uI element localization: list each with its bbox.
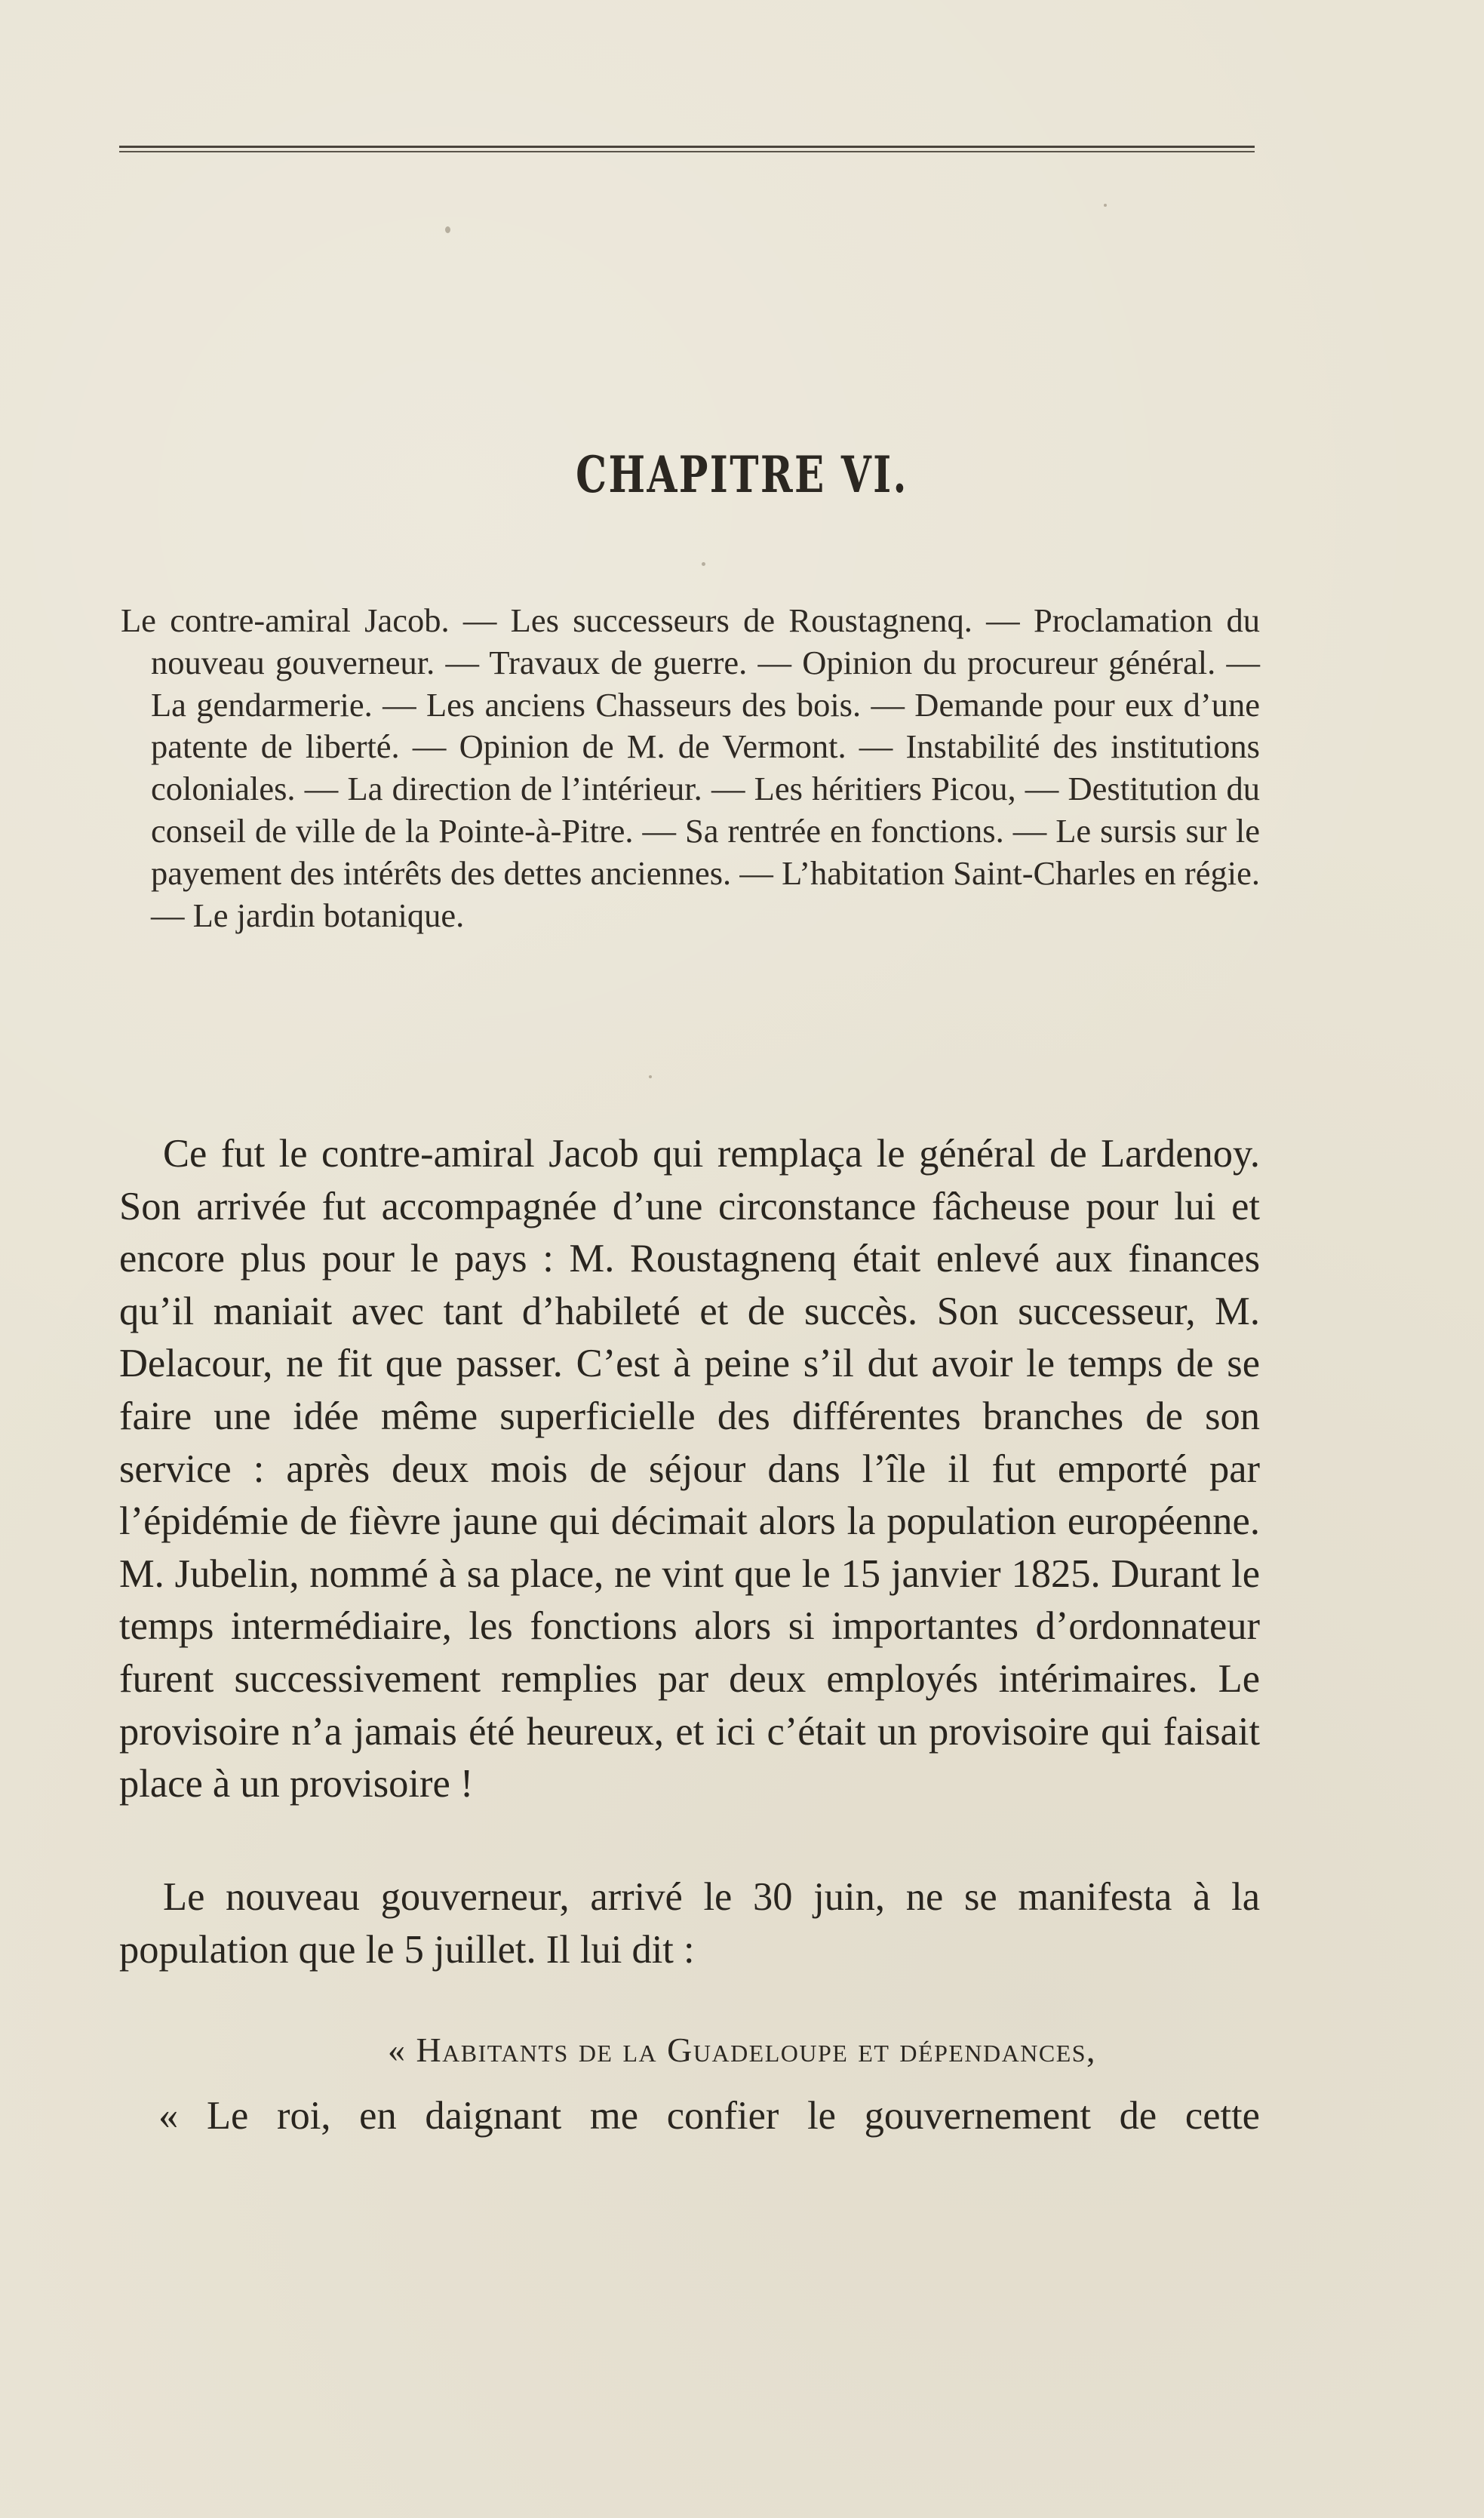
paper-speck bbox=[702, 562, 705, 566]
chapter-summary: Le contre-amiral Jacob. — Les successeurs de Roustagnenq. — Proclamation du nouveau gouverneur. — Travaux de guerre. — Opinion du procureur général. — La gendarmerie. — Les anciens Chasseurs des bois. — Demande pour eux d’une patente de liberté. — Opinion de M. de Vermont. — Instabilité des institutions coloniales. — La direction de l’intérieur. — Les héritiers Picou, — Destitution du conseil de ville de la Pointe-à-Pitre. — Sa rentrée en fonctions. — Le sursis sur le payement des intérêts des dettes anciennes. — L’habitation Saint-Charles en régie. — Le jardin botanique. bbox=[121, 601, 1260, 934]
proclamation-first-line: « Le roi, en daignant me confier le gouvernement de cette bbox=[158, 2094, 1260, 2138]
header-rule-thick bbox=[119, 146, 1255, 148]
paper-speck bbox=[1104, 204, 1107, 207]
paper-speck bbox=[445, 226, 450, 233]
header-rule-thin bbox=[119, 151, 1255, 152]
paper-speck bbox=[649, 1075, 652, 1078]
proclamation-heading: « Habitants de la Guadeloupe et dépendances, bbox=[387, 2031, 1097, 2069]
body-paragraph-1: Ce fut le contre-amiral Jacob qui remplaça le général de Lardenoy. Son arrivée fut accompagnée d’une circonstance fâcheuse pour lui et encore plus pour le pays : M. Roustagnenq était enlevé aux finances qu’il maniait avec tant d’habileté et de succès. Son successeur, M. Delacour, ne fit que passer. C’est à peine s’il dut avoir le temps de se faire une idée même superficielle des différentes branches de son service : après deux mois de séjour dans l’île il fut emporté par l’épidémie de fièvre jaune qui décimait alors la population européenne. M. Jubelin, nommé à sa place, ne vint que le 15 janvier 1825. Durant le temps intermédiaire, les fonctions alors si importantes d’ordonnateur furent successivement remplies par deux employés intérimaires. Le provisoire n’a jamais été heureux, et ici c’était un provisoire qui faisait place à un provisoire ! bbox=[119, 1132, 1260, 1806]
header-rule bbox=[119, 146, 1255, 153]
chapter-title: CHAPITRE VI. bbox=[576, 445, 908, 504]
body-paragraph-2: Le nouveau gouverneur, arrivé le 30 juin, ne se manifesta à la population que le 5 juillet. Il lui dit : bbox=[119, 1875, 1260, 1972]
